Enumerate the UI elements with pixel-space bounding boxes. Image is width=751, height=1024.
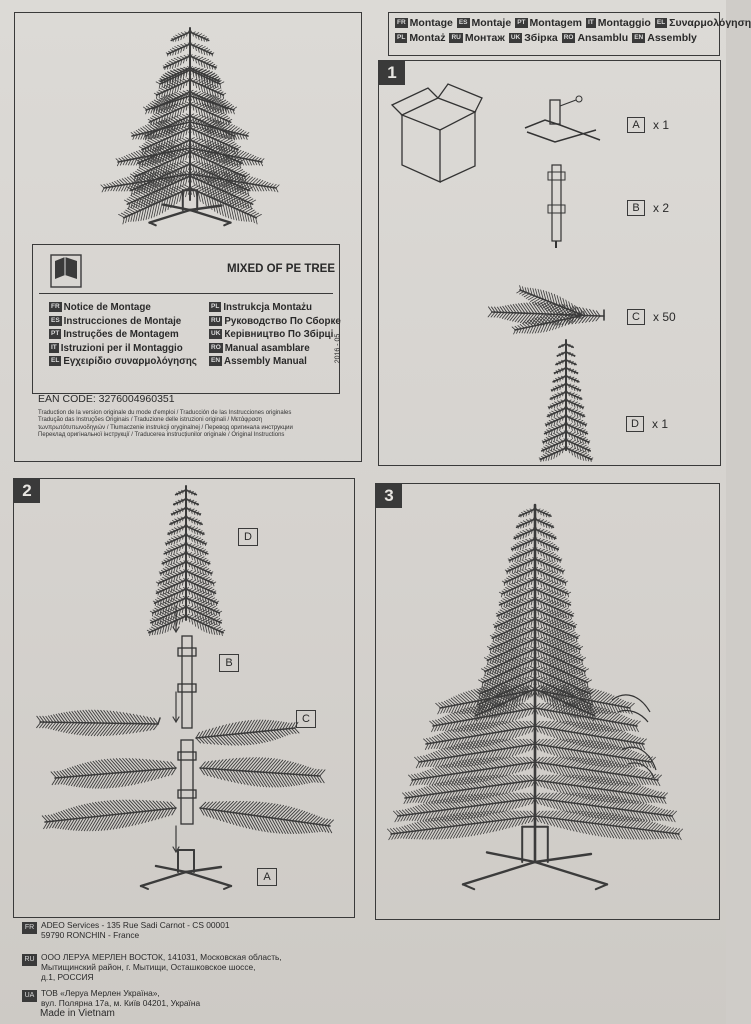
part-label-a: A [257, 868, 277, 886]
part-quantity: x 50 [653, 310, 676, 324]
assembly-word: Montage [409, 17, 453, 29]
language-code: ES [51, 316, 60, 324]
part-label-b: B [627, 200, 645, 216]
language-code: RO [211, 343, 221, 351]
manual-title: Manual asamblare [224, 342, 310, 354]
language-code: EN [211, 357, 221, 365]
country-code: FR [22, 922, 37, 934]
language-code: PT [517, 19, 526, 27]
address-line: ООО ЛЕРУА МЕРЛЕН ВОСТОК, 141031, Московская область, [41, 952, 282, 962]
country-code: RU [22, 954, 37, 966]
language-code: FR [397, 19, 406, 27]
language-code: FR [51, 303, 60, 311]
translation-line: Traduction de la version originale du mode d'emploi / Traducción de las Instrucciones originales [38, 410, 292, 416]
address-line: Мытищинский район, г. Мытищи, Осташковское шоссе, [41, 962, 256, 972]
date-code: 2016 - 05 [334, 333, 342, 364]
manual-title: Istruzioni per il Montaggio [60, 342, 183, 354]
assembly-word: Ansamblu [577, 32, 629, 44]
assembly-word: Montagem [529, 17, 582, 29]
language-code: PL [211, 303, 220, 311]
assembly-word: Montaggio [597, 17, 651, 29]
language-code: IT [588, 19, 594, 27]
manual-title: Instruções de Montagem [63, 329, 179, 340]
address-line: д.1, РОССИЯ [41, 972, 94, 982]
language-code: EL [51, 357, 60, 365]
part-quantity: x 2 [653, 201, 670, 215]
manual-title: Notice de Montage [63, 302, 151, 313]
language-code: ES [458, 19, 468, 27]
language-code: RO [563, 34, 574, 42]
assembly-word: Assembly [647, 32, 697, 44]
assembly-word: Συναρμολόγηση [669, 17, 751, 29]
language-code: RU [451, 34, 461, 42]
part-label-a: A [627, 117, 645, 133]
step-number: 3 [376, 484, 402, 508]
part-label-c: C [627, 309, 645, 325]
language-code: EN [634, 34, 644, 42]
assembly-word: Збірка [524, 32, 558, 44]
language-code: IT [51, 343, 57, 351]
address-line: 59790 RONCHIN - France [41, 930, 140, 940]
language-code: UK [211, 330, 221, 338]
language-code: PL [397, 34, 406, 42]
translation-line: Переклад оригінальної інструкції / Traducerea instrucțiunilor originale / Original Instructions [38, 432, 285, 439]
assembly-word: Montaje [471, 17, 512, 29]
part-label-b: B [219, 654, 239, 672]
step-number: 1 [379, 61, 405, 85]
assembly-word: Montaż [409, 32, 446, 44]
translation-line: τωνπρωτότυπωνοδηγιών / Tłumaczenie instrukcji oryginalnej / Перевод оригинала инструкции [38, 424, 293, 431]
made-in: Made in Vietnam [40, 1008, 115, 1019]
manual-title: Instrucciones de Montaje [63, 315, 182, 327]
product-title: MIXED OF PE TREE [227, 263, 335, 275]
manual-title: Εγχειρίδιο συναρμολόγησης [63, 356, 197, 367]
step-number: 2 [14, 479, 40, 503]
language-code: PT [51, 330, 60, 338]
language-code: EL [656, 19, 666, 27]
part-label-d: D [626, 416, 644, 432]
country-code: UA [22, 990, 37, 1002]
part-quantity: x 1 [653, 118, 670, 132]
language-code: UK [510, 34, 521, 42]
address-line: ТОВ «Леруа Мерлен Україна», [41, 988, 160, 998]
address-line: ADEO Services - 135 Rue Sadi Carnot - CS 00001 [41, 920, 230, 930]
part-label-d: D [238, 528, 258, 546]
part-quantity: x 1 [652, 417, 669, 431]
manual-title: Assembly Manual [224, 356, 307, 367]
part-label-c: C [296, 710, 316, 728]
manual-title: Руководство По Сборке [224, 315, 341, 327]
manual-title: Instrukcja Montażu [223, 302, 313, 313]
ean-code: EAN CODE: 3276004960351 [38, 393, 175, 405]
address-line: вул. Полярна 17а, м. Київ 04201, Україна [41, 998, 201, 1008]
manual-title: Керівництво По Збірці [224, 329, 334, 340]
assembly-word: Монтаж [464, 32, 505, 44]
language-code: RU [211, 316, 221, 324]
translation-line: Tradução das Instruções Originais / Traduzione delle istruzioni originali / Μετάφραση [38, 417, 263, 424]
